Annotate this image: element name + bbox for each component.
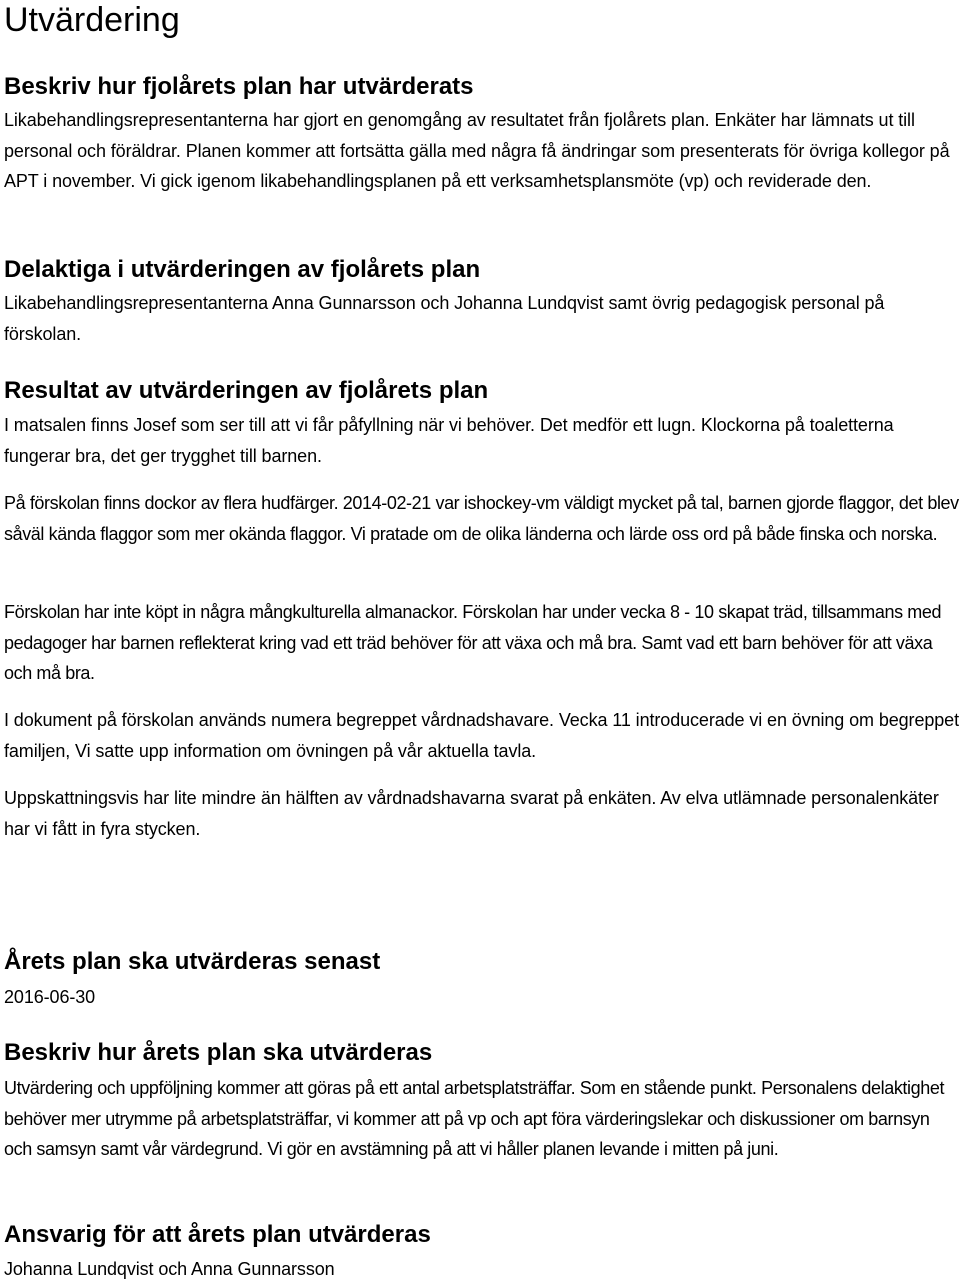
section-heading-results: Resultat av utvärderingen av fjolårets plan <box>4 377 489 404</box>
section-heading-participants: Delaktiga i utvärderingen av fjolårets plan <box>4 256 481 283</box>
section-body-participants: Likabehandlingsrepresentanterna Anna Gunnarsson och Johanna Lundqvist samt övrig pedagogisk personal på förskolan. <box>4 293 885 344</box>
section-heading-responsible: Ansvarig för att årets plan utvärderas <box>4 1221 431 1248</box>
results-paragraph: På förskolan finns dockor av flera hudfärger. 2014-02-21 var ishockey-vm väldigt mycket på tal, barnen gjorde flaggor, det blev såväl kända flaggor som mer okända flaggor. Vi pratade om de olika länderna och lärde oss ord på både finska och norska. <box>4 493 959 544</box>
results-paragraph: I matsalen finns Josef som ser till att vi får påfyllning när vi behöver. Det medför ett lugn. Klockorna på toaletterna fungerar bra, det ger trygghet till barnen. <box>4 415 894 466</box>
section-body-evaluation-how: Likabehandlingsrepresentanterna har gjort en genomgång av resultatet från fjolårets plan. Enkäter har lämnats ut till personal och föräldrar. Planen kommer att fortsätta gälla med några få ändringar som presenterats för övriga kollegor på APT i november. Vi gick igenom likabehandlingsplanen på ett verksamhetsplansmöte (vp) och reviderade den. <box>4 110 950 191</box>
deadline-date: 2016-06-30 <box>4 987 96 1007</box>
section-heading-plan-how: Beskriv hur årets plan ska utvärderas <box>4 1039 433 1066</box>
section-body-plan-how: Utvärdering och uppföljning kommer att göras på ett antal arbetsplatsträffar. Som en stående punkt. Personalens delaktighet behöver mer utrymme på arbetsplatsträffar, vi kommer att på vp och apt föra värderingslekar och diskussioner om barnsyn och samsyn samt vår värdegrund. Vi gör en avstämning på att vi håller planen levande i mitten på juni. <box>4 1078 945 1159</box>
results-paragraph: Uppskattningsvis har lite mindre än hälften av vårdnadshavarna svarat på enkäten. Av elva utlämnade personalenkäter har vi fått in fyra stycken. <box>4 788 939 839</box>
document-title: Utvärdering <box>4 1 180 39</box>
responsible-persons: Johanna Lundqvist och Anna Gunnarsson <box>4 1259 335 1279</box>
section-heading-deadline: Årets plan ska utvärderas senast <box>4 948 381 975</box>
section-heading-evaluation-how: Beskriv hur fjolårets plan har utvärderats <box>4 73 474 100</box>
results-paragraph: Förskolan har inte köpt in några mångkulturella almanackor. Förskolan har under vecka 8 - 10 skapat träd, tillsammans med pedagoger har barnen reflekterat kring vad ett träd behöver för att växa och må bra. Samt vad ett barn behöver för att växa och må bra. <box>4 602 942 683</box>
results-paragraph: I dokument på förskolan används numera begreppet vårdnadshavare. Vecka 11 introducerade vi en övning om begreppet familjen, Vi satte upp information om övningen på vår aktuella tavla. <box>4 710 959 761</box>
